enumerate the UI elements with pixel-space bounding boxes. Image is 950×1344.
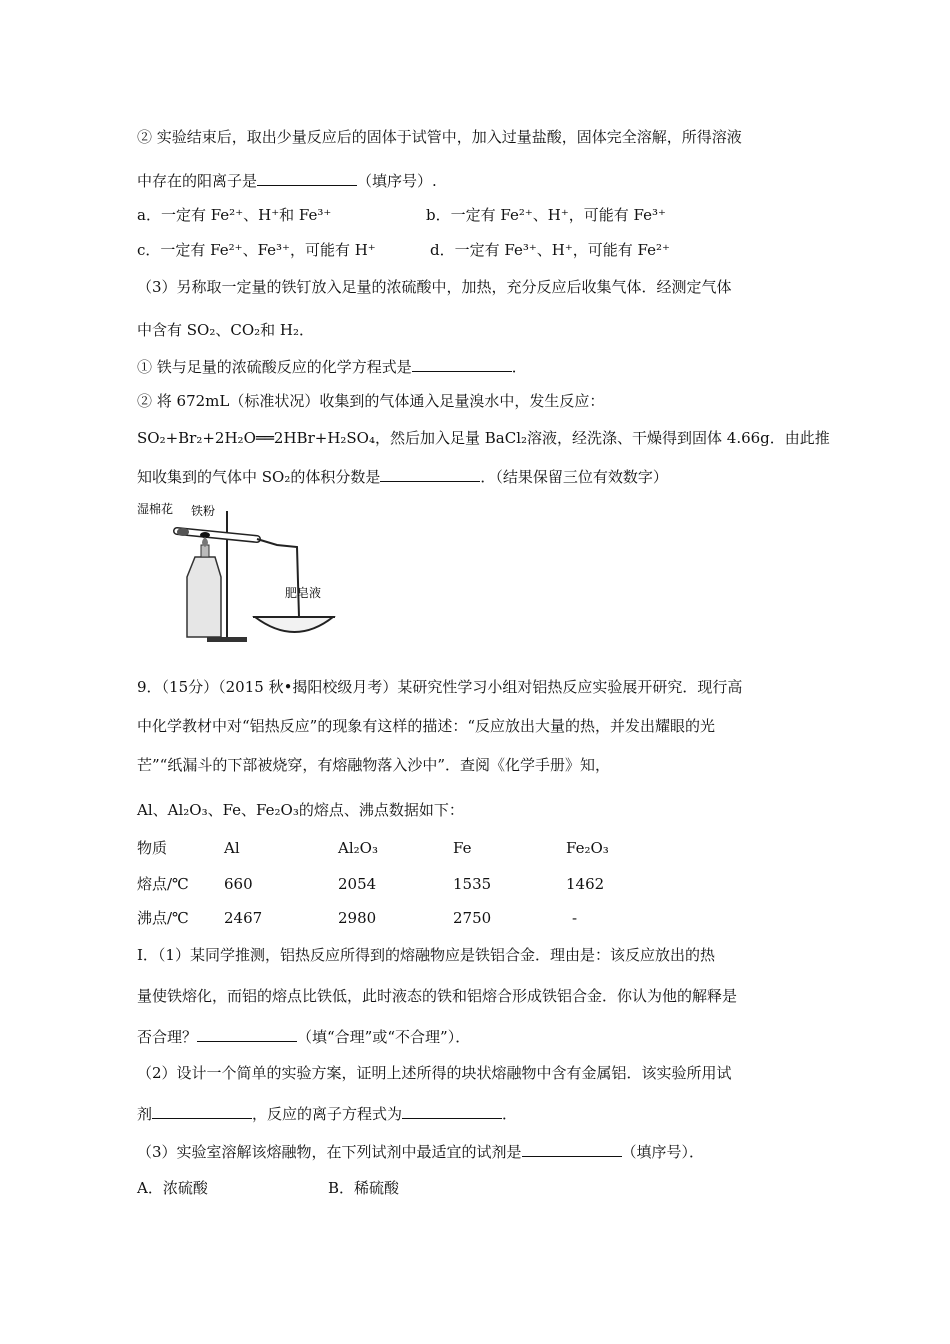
q9-intro-line3: 芒”“纸漏斗的下部被烧穿，有熔融物落入沙中”．查阅《化学手册》知， <box>137 756 611 774</box>
table-cell: 2054 <box>338 875 377 893</box>
option-B: B．稀硫酸 <box>328 1179 400 1197</box>
q9-part2-suffix: ． <box>502 1105 518 1123</box>
q8-sub2-prompt: 知收集到的气体中 SO₂的体积分数是 <box>137 468 381 486</box>
q9-part2-line1: （2）设计一个简单的实验方案，证明上述所得的块状熔融物中含有金属铝．该实验所用试 <box>137 1064 732 1082</box>
q9-part1-suffix: （填“合理”或“不合理”）． <box>297 1028 471 1046</box>
option-b: b．一定有 Fe²⁺、H⁺，可能有 Fe³⁺ <box>426 206 666 224</box>
answer-blank[interactable] <box>522 1141 622 1157</box>
table-header-cell: Al <box>224 839 240 857</box>
table-cell: 沸点/℃ <box>137 909 189 927</box>
q8-part3-sub2-end <box>137 466 668 487</box>
q9-intro-line2: 中化学教材中对“铝热反应”的现象有这样的描述：“反应放出大量的热，并发出耀眼的光 <box>137 717 716 735</box>
table-cell: 1535 <box>453 875 492 893</box>
q9-part3-line <box>137 1141 704 1162</box>
q9-part3-suffix: （填序号）． <box>621 1143 705 1161</box>
q9-part3-prompt: （3）实验室溶解该熔融物，在下列试剂中最适宜的试剂是 <box>137 1143 522 1161</box>
answer-blank[interactable] <box>257 170 357 186</box>
table-header-cell: Fe₂O₃ <box>566 839 609 857</box>
table-header-cell: Fe <box>453 839 472 857</box>
table-cell: 2980 <box>338 909 377 927</box>
table-header-cell: Al₂O₃ <box>338 839 378 857</box>
q8-part3-sub1 <box>137 356 527 377</box>
option-a: a．一定有 Fe²⁺、H⁺和 Fe³⁺ <box>137 206 332 224</box>
q9-part1-line3 <box>137 1026 470 1047</box>
q8-sub1-suffix: ． <box>511 358 527 376</box>
apparatus-figure <box>137 497 337 647</box>
table-cell: 2750 <box>453 909 492 927</box>
q9-part2-mid: ，反应的离子方程式为 <box>252 1105 403 1123</box>
q8-part3-equation: SO₂+Br₂+2H₂O══2HBr+H₂SO₄，然后加入足量 BaCl₂溶液，经洗涤、干燥得到固体 4.66g．由此推 <box>137 429 830 447</box>
q9-part1-prompt: 否合理？ <box>137 1028 198 1046</box>
label-wet-cotton: 湿棉花 <box>137 502 174 516</box>
table-cell: 熔点/℃ <box>137 875 189 893</box>
table-cell: - <box>572 909 578 927</box>
q9-part1-line2: 量使铁熔化，而铝的熔点比铁低，此时液态的铁和铝熔合形成铁铝合金．你认为他的解释是 <box>137 987 738 1005</box>
q8-part3-line2: 中含有 SO₂、CO₂和 H₂． <box>137 321 315 339</box>
q8-part2-line2 <box>137 170 437 191</box>
answer-blank[interactable] <box>152 1103 252 1119</box>
answer-blank[interactable] <box>197 1026 297 1042</box>
q9-intro-line1: 9．（15分）（2015 秋•揭阳校级月考）某研究性学习小组对铝热反应实验展开研究．现行高 <box>137 678 743 696</box>
option-A: A．浓硫酸 <box>137 1179 208 1197</box>
q8-part2-line1: ② 实验结束后，取出少量反应后的固体于试管中，加入过量盐酸，固体完全溶解，所得溶液 <box>137 128 742 146</box>
q8-part3-line1: （3）另称取一定量的铁钉放入足量的浓硫酸中，加热，充分反应后收集气体．经测定气体 <box>137 278 732 296</box>
table-cell: 2467 <box>224 909 263 927</box>
q9-intro-line4: Al、Al₂O₃、Fe、Fe₂O₃的熔点、沸点数据如下： <box>137 801 464 819</box>
answer-blank[interactable] <box>380 466 480 482</box>
label-iron-powder: 铁粉 <box>191 504 216 518</box>
q8-sub1-prompt: ① 铁与足量的浓硫酸反应的化学方程式是 <box>137 358 412 376</box>
table-header-cell: 物质 <box>137 839 168 857</box>
q8-part2-prompt: 中存在的阳离子是 <box>137 172 258 190</box>
q9-part2-prompt: 剂 <box>137 1105 153 1123</box>
q8-part2-suffix: （填序号）. <box>357 172 437 190</box>
answer-blank[interactable] <box>412 356 512 372</box>
table-cell: 660 <box>224 875 253 893</box>
option-c: c．一定有 Fe²⁺、Fe³⁺，可能有 H⁺ <box>137 241 376 259</box>
q9-part1-line1: Ⅰ．（1）某同学推测，铝热反应所得到的熔融物应是铁铝合金．理由是：该反应放出的热 <box>137 946 715 964</box>
q8-part3-sub2: ② 将 672mL（标准状况）收集到的气体通入足量溴水中，发生反应： <box>137 392 605 410</box>
table-cell: 1462 <box>566 875 605 893</box>
label-soap-solution: 肥皂液 <box>285 586 322 600</box>
q8-sub2-suffix: ．（结果保留三位有效数字） <box>480 468 668 486</box>
option-d: d．一定有 Fe³⁺、H⁺，可能有 Fe²⁺ <box>430 241 670 259</box>
q9-part2-line2 <box>137 1103 517 1124</box>
answer-blank[interactable] <box>402 1103 502 1119</box>
